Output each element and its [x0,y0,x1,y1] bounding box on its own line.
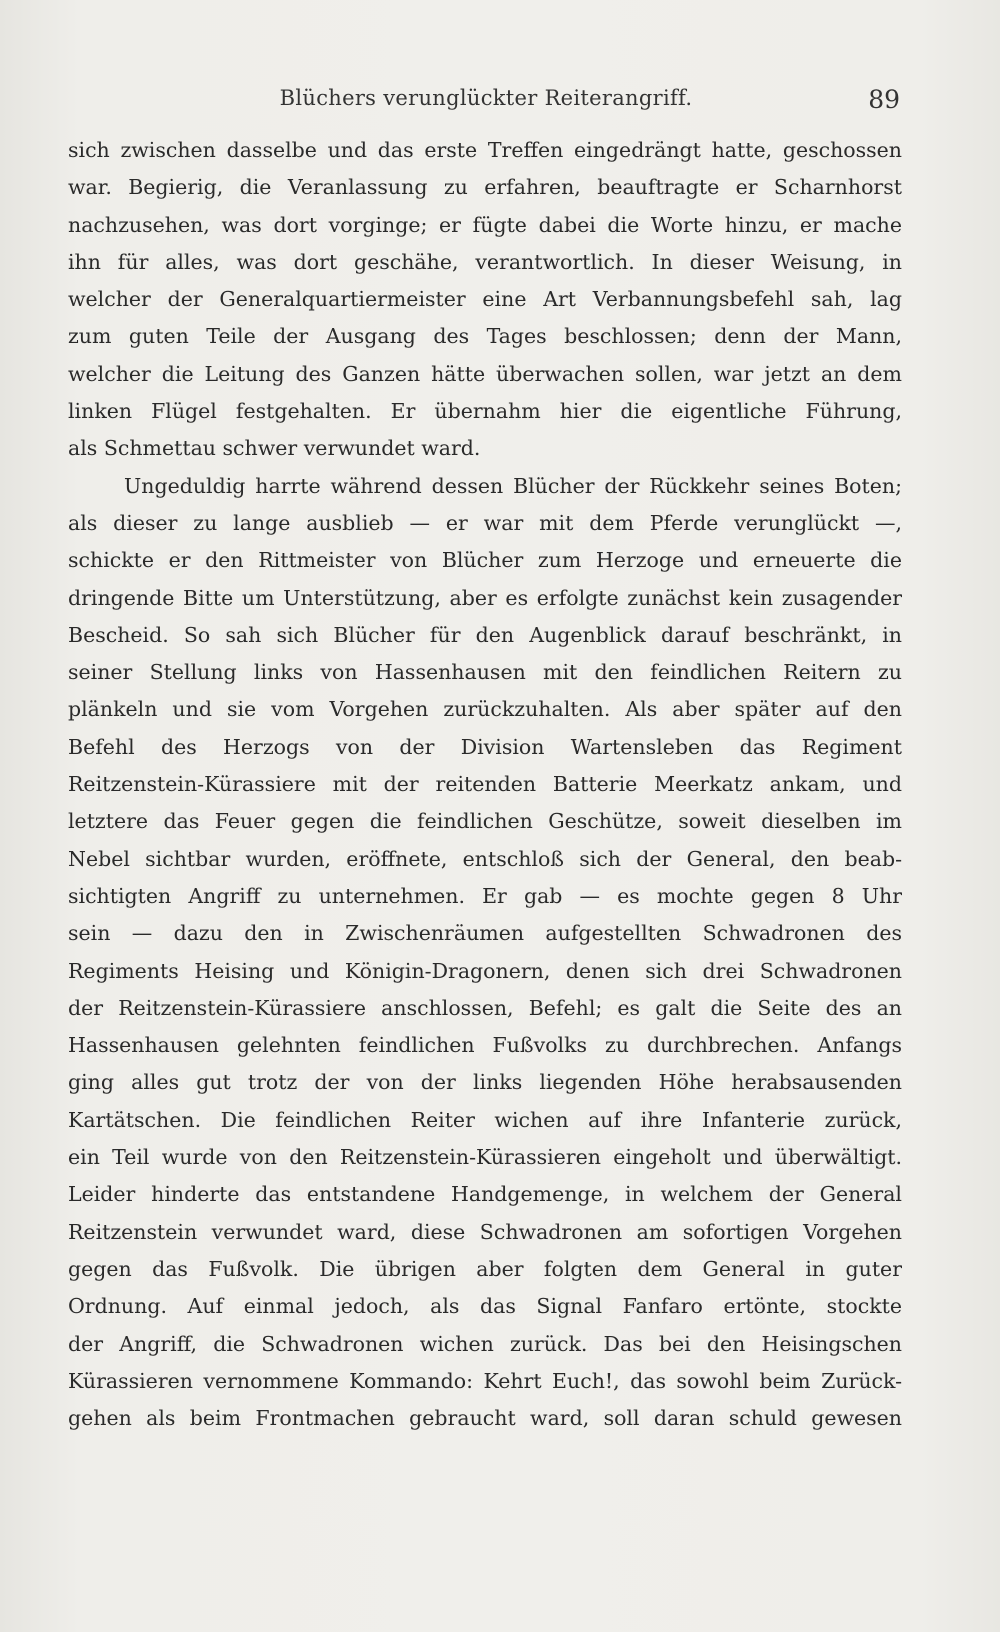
text-line: welcher die Leitung des Ganzen hätte überwachen sollen, war jetzt an dem [68,361,902,386]
text-line: Reitzenstein verwundet ward, diese Schwadronen am sofortigen Vorgehen [68,1219,902,1244]
text-line: Kartätschen. Die feindlichen Reiter wichen auf ihre Infanterie zurück, [68,1107,902,1132]
running-head [70,78,902,118]
text-line: sichtigten Angriff zu unternehmen. Er gab — es mochte gegen 8 Uhr [68,883,902,908]
text-line: ein Teil wurde von den Reitzenstein-Kürassieren eingeholt und überwältigt. [68,1145,902,1170]
text-line: Regiments Heising und Königin-Dragonern, denen sich drei Schwadronen [68,958,902,983]
paragraph-2 [68,468,902,1438]
text-line: als Schmettau schwer verwundet ward. [68,436,481,461]
page-number: 89 [868,85,900,114]
text-line: seiner Stellung links von Hassenhausen mit den feindlichen Reitern zu [68,660,902,685]
text-line: welcher der Generalquartiermeister eine Art Verbannungsbefehl sah, lag [68,287,902,312]
text-line: gehen als beim Frontmachen gebraucht ward, soll daran schuld gewesen [68,1406,902,1431]
running-title: Blüchers verunglückter Reiterangriff. [279,86,693,110]
text-line: schickte er den Rittmeister von Blücher zum Herzoge und erneuerte die [68,548,902,573]
text-line: Ungeduldig harrte während dessen Blücher der Rückkehr seines Boten; [124,473,902,498]
paragraph-1 [68,132,902,468]
text-line: der Reitzenstein-Kürassiere anschlossen, Befehl; es galt die Seite des an [68,995,902,1020]
text-line: als dieser zu lange ausblieb — er war mit dem Pferde verunglückt —, [68,510,902,535]
text-line: ihn für alles, was dort geschähe, verantwortlich. In dieser Weisung, in [68,249,902,274]
text-line: nachzusehen, was dort vorginge; er fügte dabei die Worte hinzu, er mache [68,212,902,237]
text-line: sich zwischen dasselbe und das erste Treffen eingedrängt hatte, geschossen [68,138,902,162]
body-text [68,132,902,1437]
text-line: Reitzenstein-Kürassiere mit der reitenden Batterie Meerkatz ankam, und [68,772,902,797]
text-line: letztere das Feuer gegen die feindlichen Geschütze, soweit dieselben im [68,809,902,834]
text-line: Nebel sichtbar wurden, eröffnete, entschloß sich der General, den beab- [68,846,902,871]
text-line: Ordnung. Auf einmal jedoch, als das Signal Fanfaro ertönte, stockte [68,1294,902,1319]
text-line: Befehl des Herzogs von der Division Wartensleben das Regiment [68,734,902,759]
text-line: dringende Bitte um Unterstützung, aber es erfolgte zunächst kein zusagender [68,585,902,610]
text-line: Kürassieren vernommene Kommando: Kehrt Euch!, das sowohl beim Zurück- [68,1368,902,1393]
text-line: gegen das Fußvolk. Die übrigen aber folgten dem General in guter [68,1256,902,1281]
text-line: war. Begierig, die Veranlassung zu erfahren, beauftragte er Scharnhorst [68,175,902,200]
text-line: der Angriff, die Schwadronen wichen zurück. Das bei den Heisingschen [68,1331,902,1356]
text-line: linken Flügel festgehalten. Er übernahm hier die eigentliche Führung, [68,399,902,424]
text-line: plänkeln und sie vom Vorgehen zurückzuhalten. Als aber später auf den [68,697,902,722]
text-line: ging alles gut trotz der von der links liegenden Höhe herabsausenden [68,1070,902,1095]
text-line: Hassenhausen gelehnten feindlichen Fußvolks zu durchbrechen. Anfangs [68,1033,902,1058]
text-line: Bescheid. So sah sich Blücher für den Augenblick darauf beschränkt, in [68,622,902,647]
text-line: zum guten Teile der Ausgang des Tages beschlossen; denn der Mann, [68,324,902,349]
text-line: Leider hinderte das entstandene Handgemenge, in welchem der General [68,1182,902,1207]
text-line: sein — dazu den in Zwischenräumen aufgestellten Schwadronen des [68,921,902,946]
